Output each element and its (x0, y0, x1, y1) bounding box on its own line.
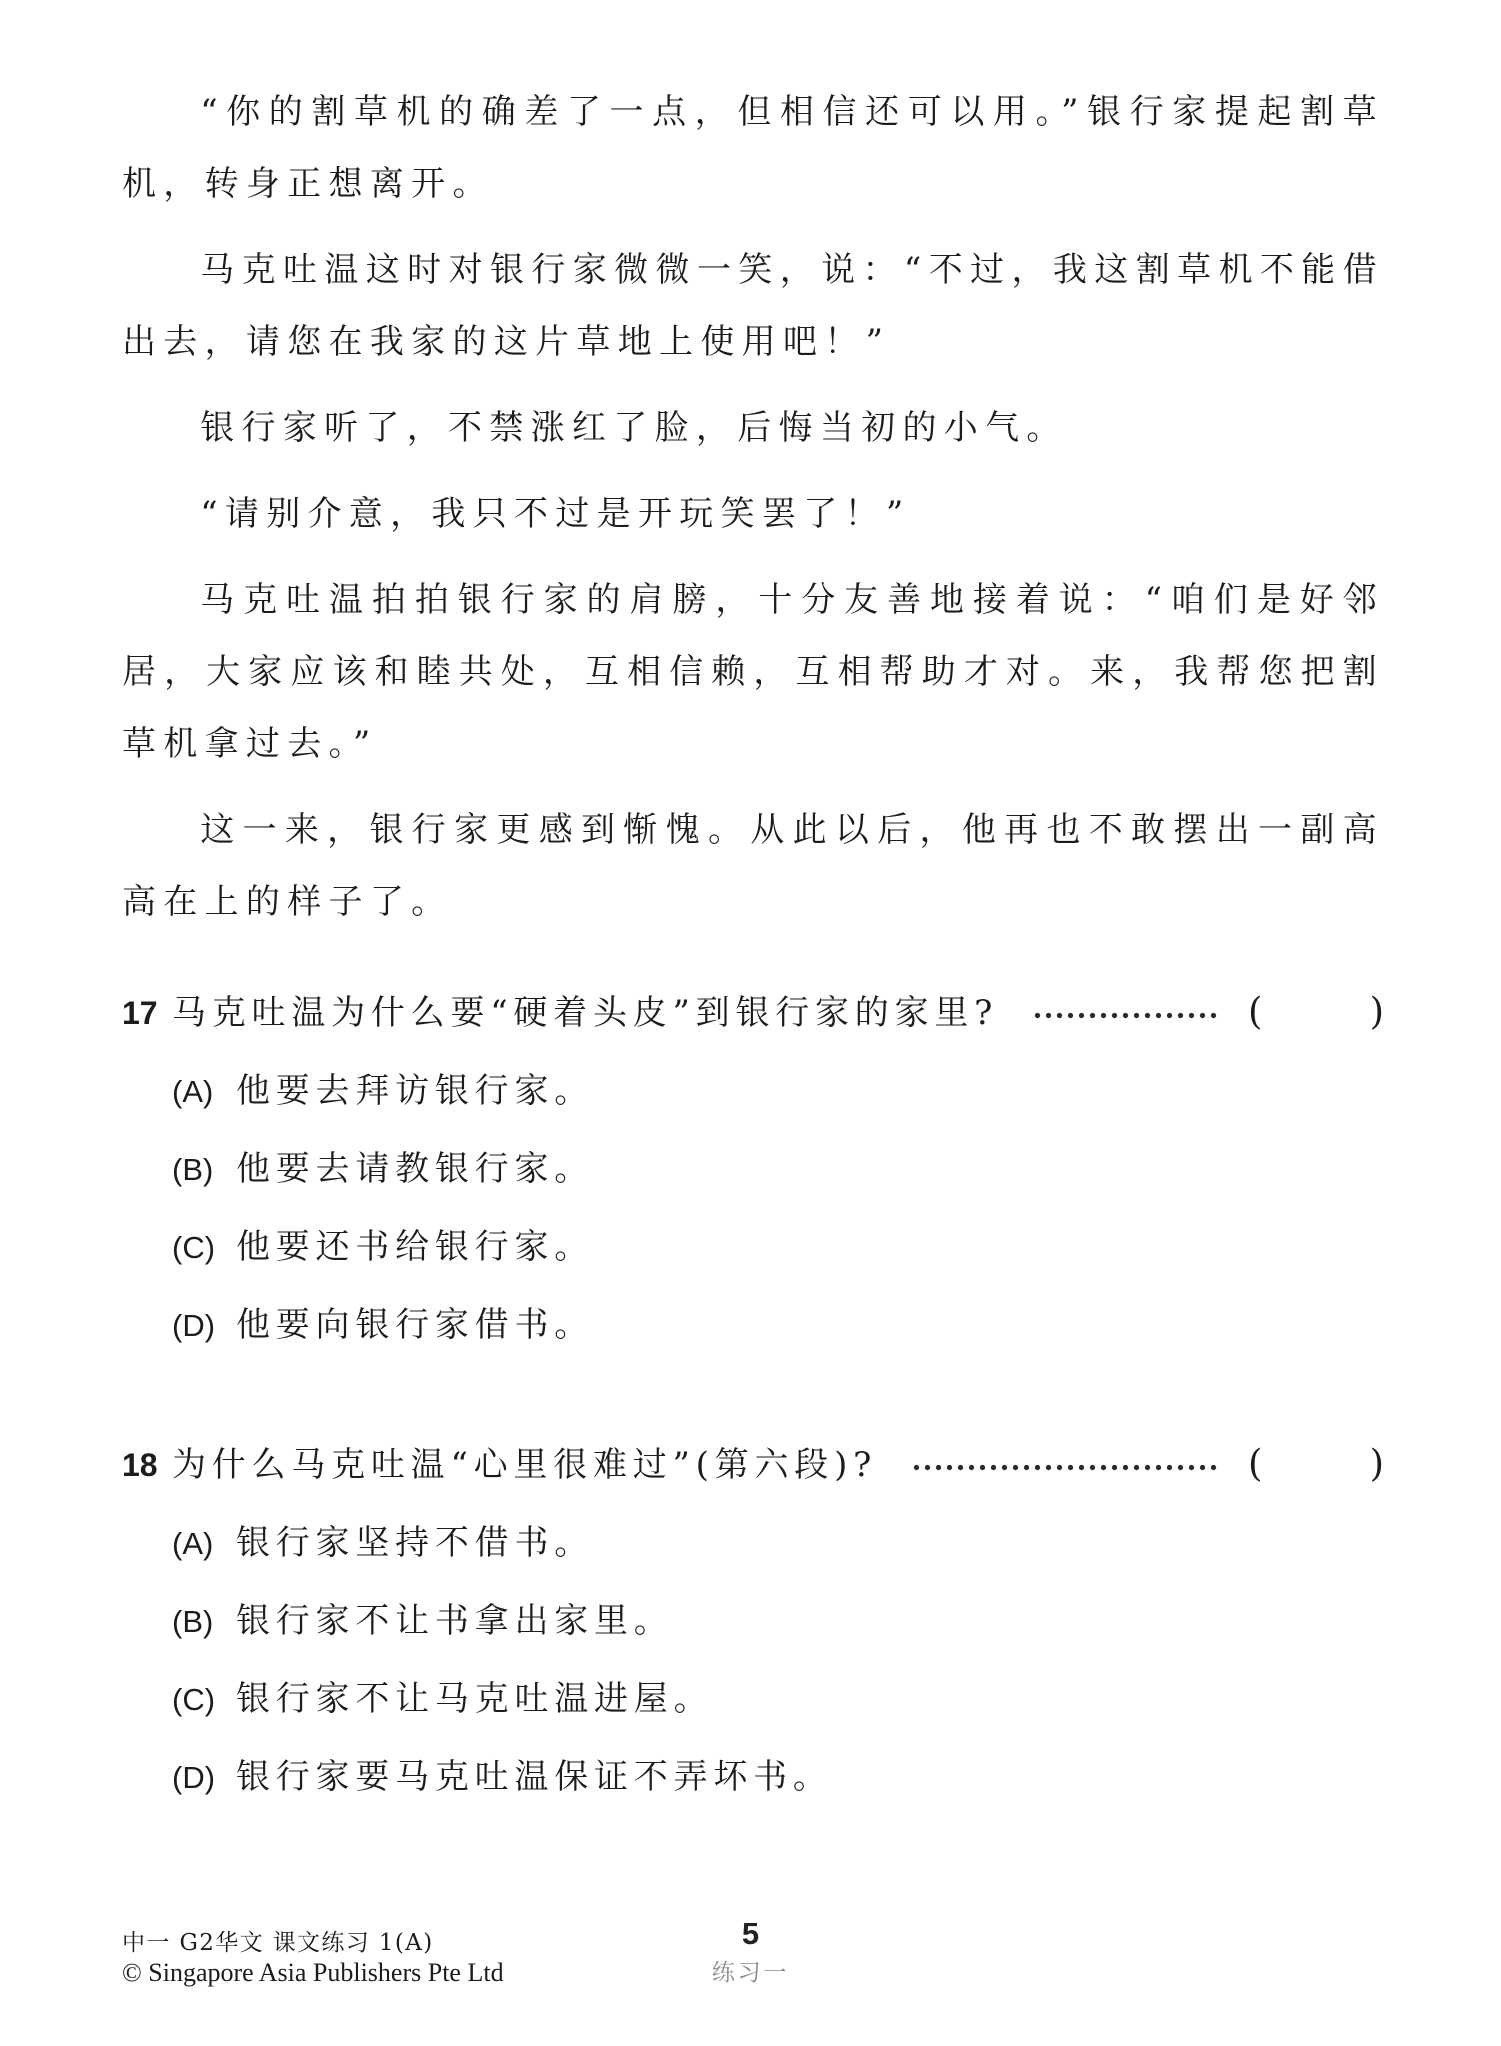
dotted-leader (911, 1463, 1218, 1472)
footer-imprint (122, 1924, 504, 1988)
answer-bracket-open: ( (1248, 1442, 1263, 1485)
passage-paragraph: 马克吐温拍拍银行家的肩膀，十分友善地接着说：“咱们是好邻居，大家应该和睦共处，互相信赖，互相帮助才对。来，我帮您把割草机拿过去。” (122, 580, 1384, 764)
option-row (172, 1749, 1384, 1798)
option-text: 他要去请教银行家。 (236, 1149, 595, 1189)
page-content (122, 76, 1384, 1894)
question-text: 马克吐温为什么要“硬着头皮”到银行家的家里? (172, 993, 999, 1033)
passage-paragraph: 银行家听了，不禁涨红了脸，后悔当初的小气。 (200, 408, 1068, 448)
passage-paragraph: 这一来，银行家更感到惭愧。从此以后，他再也不敢摆出一副高高在上的样子了。 (122, 810, 1384, 922)
footer-copyright: © Singapore Asia Publishers Pte Ltd (122, 1958, 504, 1987)
passage-paragraph: “你的割草机的确差了一点，但相信还可以用。”银行家提起割草机，转身正想离开。 (122, 92, 1384, 204)
passage-paragraph: “请别介意，我只不过是开玩笑罢了！” (200, 494, 911, 534)
option-text: 银行家不让书拿出家里。 (236, 1601, 674, 1641)
question-number: 17 (122, 995, 158, 1031)
option-text: 他要向银行家借书。 (236, 1305, 595, 1345)
option-letter: (C) (172, 1682, 216, 1717)
option-letter: (A) (172, 1526, 214, 1561)
answer-bracket-close: ) (1369, 1442, 1384, 1485)
option-row (172, 1593, 1384, 1642)
option-row (172, 1671, 1384, 1720)
page-number: 5 (741, 1916, 760, 1951)
option-letter: (D) (172, 1760, 216, 1795)
passage-paragraph: 马克吐温这时对银行家微微一笑，说：“不过，我这割草机不能借出去，请您在我家的这片草地上使用吧！” (122, 250, 1384, 362)
question-18 (122, 1442, 1384, 1798)
option-row (172, 1515, 1384, 1564)
option-text: 他要去拜访银行家。 (236, 1071, 595, 1111)
reading-passage (122, 76, 1384, 938)
question-text: 为什么马克吐温“心里很难过”(第六段)? (172, 1445, 878, 1485)
option-text: 银行家要马克吐温保证不弄坏书。 (236, 1757, 833, 1797)
question-18-header (122, 1442, 1384, 1487)
option-text: 银行家不让马克吐温进屋。 (236, 1679, 714, 1719)
option-text: 他要还书给银行家。 (236, 1227, 595, 1267)
option-letter: (C) (172, 1230, 216, 1265)
question-17 (122, 990, 1384, 1346)
option-letter: (A) (172, 1074, 214, 1109)
option-row (172, 1297, 1384, 1346)
question-number: 18 (122, 1447, 158, 1483)
option-row (172, 1063, 1384, 1112)
option-letter: (B) (172, 1152, 214, 1187)
dotted-leader (1032, 1011, 1218, 1020)
answer-bracket (1248, 1442, 1384, 1486)
footer-section-label: 练习一 (711, 1960, 790, 1986)
answer-bracket-open: ( (1248, 990, 1263, 1033)
question-17-header (122, 990, 1384, 1035)
answer-bracket-close: ) (1369, 990, 1384, 1033)
option-letter: (B) (172, 1604, 214, 1639)
question-17-options (172, 1063, 1384, 1346)
option-row (172, 1141, 1384, 1190)
option-text: 银行家坚持不借书。 (236, 1523, 595, 1563)
option-row (172, 1219, 1384, 1268)
answer-bracket (1248, 990, 1384, 1034)
questions-section (122, 990, 1384, 1798)
question-18-options (172, 1515, 1384, 1798)
option-letter: (D) (172, 1308, 216, 1343)
footer-series-title: 中一 G2华文 课文练习 1(A) (122, 1930, 434, 1956)
